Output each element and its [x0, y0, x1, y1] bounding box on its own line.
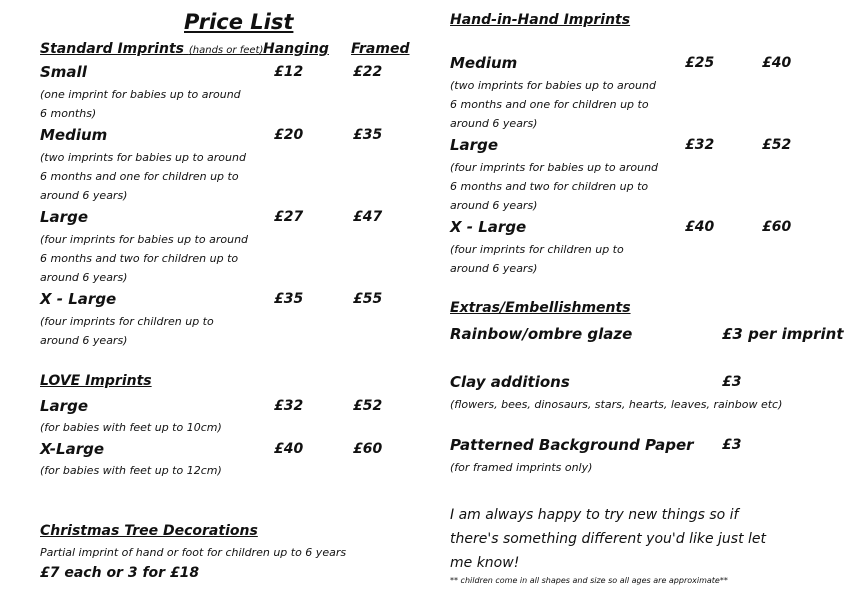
- love-xlarge-hanging: £40: [274, 441, 304, 457]
- christmas-price: £7 each or 3 for £18: [40, 565, 200, 581]
- page-title: Price List: [184, 10, 294, 34]
- closing-note: I am always happy to try new things so if there's something different you'd like just let me know!: [450, 507, 767, 571]
- standard-small-hanging: £12: [274, 64, 304, 80]
- christmas-desc: Partial imprint of hand or foot for children up to 6 years: [40, 546, 347, 559]
- col-framed: Framed: [351, 41, 410, 57]
- hih-large-name: Large: [450, 136, 498, 154]
- standard-large-desc: (four imprints for babies up to around 6 months and two for children up to around 6 years): [40, 233, 249, 284]
- standard-imprints-title: Standard Imprints: [40, 41, 184, 57]
- love-large-hanging: £32: [274, 398, 304, 414]
- hih-xlarge-name: X - Large: [450, 218, 527, 236]
- standard-small-framed: £22: [353, 64, 383, 80]
- love-large-framed: £52: [353, 398, 383, 414]
- standard-medium-desc: (two imprints for babies up to around 6 months and one for children up to around 6 years): [40, 151, 246, 202]
- patterned-paper-name: Patterned Background Paper: [450, 436, 694, 454]
- hih-large-framed: £52: [762, 137, 792, 153]
- standard-imprints-note: (hands or feet): [188, 45, 264, 56]
- standard-xlarge-name: X - Large: [40, 290, 117, 308]
- standard-large-name: Large: [40, 208, 88, 226]
- hih-medium-hanging: £25: [685, 55, 715, 71]
- love-large-desc: (for babies with feet up to 10cm): [40, 421, 222, 434]
- clay-additions-price: £3: [722, 374, 742, 390]
- patterned-paper-desc: (for framed imprints only): [450, 461, 593, 474]
- hih-xlarge-framed: £60: [762, 219, 792, 235]
- patterned-paper-price: £3: [722, 437, 742, 453]
- love-xlarge-framed: £60: [353, 441, 383, 457]
- hih-medium-desc: (two imprints for babies up to around 6 months and one for children up to around 6 years): [450, 79, 656, 130]
- col-hanging: Hanging: [263, 41, 329, 57]
- standard-xlarge-desc: (four imprints for children up to around 6 years): [40, 315, 214, 347]
- standard-small-desc: (one imprint for babies up to around 6 months): [40, 88, 241, 120]
- hih-medium-framed: £40: [762, 55, 792, 71]
- hih-large-desc: (four imprints for babies up to around 6 months and two for children up to around 6 years): [450, 161, 659, 212]
- rainbow-glaze-price: £3 per imprint: [722, 325, 844, 343]
- love-large-name: Large: [40, 397, 88, 415]
- love-xlarge-name: X-Large: [40, 440, 104, 458]
- love-imprints-heading: LOVE Imprints: [40, 373, 152, 389]
- extras-heading: Extras/Embellishments: [450, 300, 631, 316]
- standard-medium-framed: £35: [353, 127, 383, 143]
- standard-large-framed: £47: [353, 209, 383, 225]
- hih-xlarge-desc: (four imprints for children up to around 6 years): [450, 243, 624, 275]
- standard-imprints-heading: [40, 41, 263, 57]
- christmas-heading: Christmas Tree Decorations: [40, 523, 258, 539]
- rainbow-glaze-name: Rainbow/ombre glaze: [450, 325, 633, 343]
- footnote: ** children come in all shapes and size so all ages are approximate**: [450, 576, 728, 585]
- standard-xlarge-hanging: £35: [274, 291, 304, 307]
- clay-additions-name: Clay additions: [450, 373, 570, 391]
- hih-xlarge-hanging: £40: [685, 219, 715, 235]
- hih-medium-name: Medium: [450, 54, 518, 72]
- hih-large-hanging: £32: [685, 137, 715, 153]
- hand-in-hand-heading: Hand-in-Hand Imprints: [450, 12, 631, 28]
- standard-medium-name: Medium: [40, 126, 108, 144]
- standard-large-hanging: £27: [274, 209, 304, 225]
- clay-additions-desc: (flowers, bees, dinosaurs, stars, hearts, leaves, rainbow etc): [450, 398, 783, 411]
- standard-xlarge-framed: £55: [353, 291, 383, 307]
- standard-medium-hanging: £20: [274, 127, 304, 143]
- standard-small-name: Small: [40, 63, 87, 81]
- love-xlarge-desc: (for babies with feet up to 12cm): [40, 464, 222, 477]
